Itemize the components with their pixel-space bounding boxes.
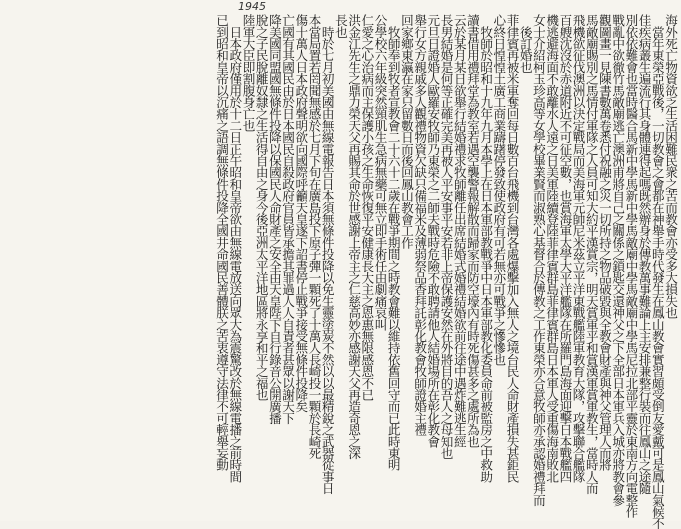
- text-column: 海外死亡物資欲乏生活困難民衆之苦而教會亦受多大損失也: [663, 14, 678, 319]
- text-column: 戰亂中欲徹竹馬敵廟逃亡澳洲甫將自己之關係之鎖匙交還神父之下全部日本軍兵入城亦將教會參: [610, 14, 626, 506]
- text-column: 讀書借用禮拜堂為教室若遇空襲警報解散而歸家而防空壕內有時死傷甚多之處所為也: [464, 14, 480, 447]
- text-column: 百艘沈沒於赤道附近不可征空數，也賞海軍太學大平洋艦隊在所羅門島海面迎擊日本戰艦四: [557, 14, 573, 482]
- text-column: 日本政府僅用於十二日正午昭和皇帝欲由無線電放送向眾大為震驚改於無線電播之前時間: [227, 14, 243, 482]
- text-column: 觀圖畫一見陳書數萬卷悉付祝融之災一切所持之物品破毀與全教會財產與神父管理人而將: [596, 14, 612, 471]
- text-column: 後訂婚也: [517, 14, 533, 73]
- text-column: 心終日惶惶土廣工商業躊躇停發致使政府有可若無亦可戰爭之慘慘也: [491, 14, 507, 365]
- text-column: 洪金江先生之鼎力榮天父再賜其命於世感謝上帝主之仁慈高妙亦感謝天父再造奇恩之深: [346, 14, 362, 459]
- text-column: 別依依難會也當時醫合馬新中學馬新中學馬敵廟中學馬敵廟中學馬尼拉北部平靈於東南方向電整作: [623, 14, 639, 518]
- text-column: 亡國有其國民由於日本國民自殺政府官員皆承擔其罪過人人自責者甚眾以謝天下: [280, 14, 296, 424]
- text-column: 長男結婚是何等正確完美再被人平安事平安若非上帝保護安然在外將目的吾人之母知也: [438, 14, 454, 459]
- text-column: 傷十萬人日本政府聲明欲向國際呼籲天皇遂下詔書停止戰爭接受無條件投降矣: [293, 14, 309, 412]
- year-annotation: 1945: [238, 0, 266, 13]
- text-column: 菲律賓再被米軍奪回每日數百台飛機到台灣各處爆擊加入無人之境台民人命財產損失甚鉅民: [504, 14, 520, 482]
- text-column: 云於某月某日欲舉行結婚禮求牧師離任出席結婚式婚禮結婚欲前往途中遇炸難逃生經: [451, 14, 467, 447]
- text-column: 時於七月初美國由無線電報告日本須無條件投降以免生靈塗炭不然以以最精銳之武器從事日: [319, 14, 335, 494]
- text-column: 當年東榮亞戰後，一切教會之會都在神舉手時代發生在鳳山教會實習頗受倒友愛戴可是鳳山氣候不: [649, 14, 665, 529]
- text-column: 女士介紹柯玉珍高等女學校畢業賢而淑熟心基督合於傳教之工作東榮亦合意牧師亦承認婚禮拜而: [530, 14, 546, 506]
- text-column: 已到昭和皇帝以沉痛之語調無條件投降全國井命國民善體朕之苦衷遵守法律不可輕舉妄動: [214, 14, 230, 471]
- text-column: 仁愛之心治病而主保護小孩之生命恢復平安健康長大主之恩惠無限感恩不已: [359, 14, 375, 401]
- text-column: 長也: [332, 14, 348, 38]
- text-column: 牧師於昭和十九年九月本學上在日本軍部教戰爭中日本軍部教化委員命前被監房之中救助: [478, 14, 494, 482]
- text-column: 陸軍大臣即割腹身亡也: [240, 14, 256, 131]
- text-column: 機逃避海面不敢離水人遠之日美軍陸續登陸菲律賓群島菲律賓群島日本軍人受重傷海南敗北: [544, 14, 560, 482]
- text-column: 脫之子民脫離奴隸之生活得自由之身今後亞洲太平洋地區將永享和平之福也: [253, 14, 269, 401]
- text-column: 本當局置若罔聞無感於七月下旬在廣島投下原子彈一顆死了十萬人長崎投一顆於長崎死: [306, 14, 322, 459]
- text-column: 舉行女方親戚多人觀禮物資欠缺只備福米及薄弱祭品香拜託彰化教會牧師證婚主禮: [412, 14, 428, 436]
- text-column: 馬敵廟賜別之馬情付軍隊之人員可知大約平漢賞宗，明天賞軍平和賞漢軍賞軍教生，當時人而: [583, 14, 599, 494]
- vertical-text-body: [2, 14, 678, 529]
- text-column: 回家鄉東瀛在家只留數日而後回鳳山教會工作: [398, 14, 414, 248]
- text-column: 飛機欲征伐澳洲以決定戰局而美海軍元帥尼米茲立平洋東戰艦陸軍教育大隊，攻擊聯合艦隊: [570, 14, 586, 482]
- text-column: 佳疾病叢生遍流行其身體連得起嗎既然辦身於傳教萬事難論上主安排兼整行裝而往鳳山之途隨: [636, 14, 652, 494]
- text-column: 公學校六年級突然頸肌生急病無藥可無立即手術任由劇痛哀叫: [372, 14, 388, 330]
- text-column: 元旦日證婚人歐羅安牧師乃東榮之二師夫戰時危險不敢聘請他人結婚場所在彰化教會: [425, 14, 441, 447]
- text-column: 降美國同盟國無條件投降以保國民人命財產之安全由天皇陛下自行錄音公開廣播: [266, 14, 282, 424]
- text-column: 牧師奉到牧者宣教會二十六十二歲在戰爭期間之時教會難以維持依舊回守而已此時東明: [385, 14, 401, 471]
